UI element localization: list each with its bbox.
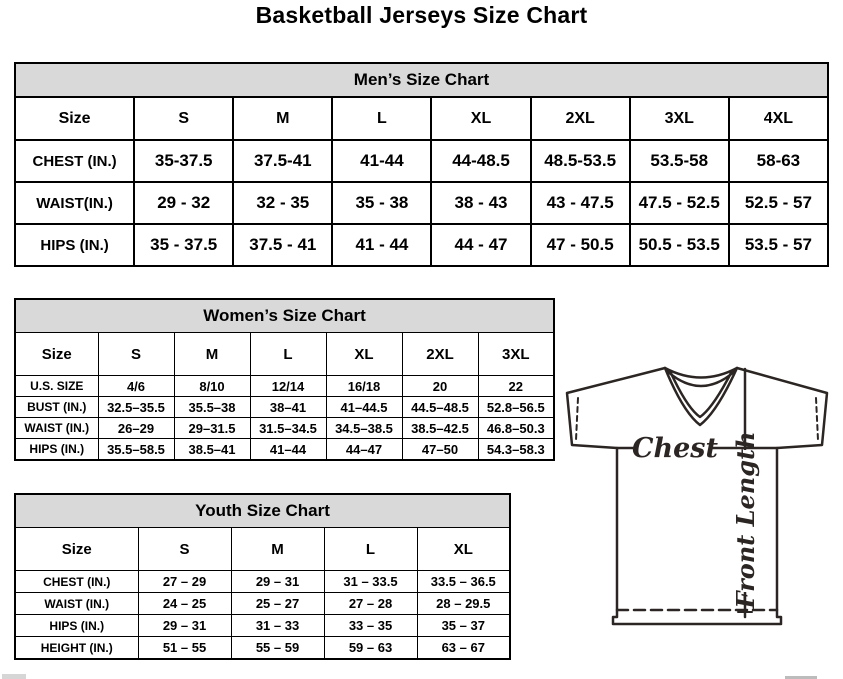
youth-value-cell: 35 – 37 [417,615,510,637]
mens-col-header-s: S [134,97,233,140]
youth-row-label: HIPS (IN.) [15,615,138,637]
mens-value-cell: 37.5-41 [233,140,332,182]
mens-value-cell: 44-48.5 [431,140,530,182]
youth-table-row [15,593,510,615]
youth-value-cell: 59 – 63 [324,637,417,660]
right-cuff-dash [816,398,818,440]
mens-col-header-4xl: 4XL [729,97,828,140]
front-length-label: Front Length [731,431,760,609]
mens-col-header-l: L [332,97,431,140]
mens-value-cell: 29 - 32 [134,182,233,224]
womens-value-cell: 35.5–38 [174,397,250,418]
youth-value-cell: 31 – 33.5 [324,571,417,593]
mens-value-cell: 41 - 44 [332,224,431,266]
womens-table-row [15,418,554,439]
womens-table-row [15,376,554,397]
youth-col-header-xl: XL [417,528,510,571]
womens-row-label: WAIST (IN.) [15,418,98,439]
womens-value-cell: 44–47 [326,439,402,461]
youth-chart-title: Youth Size Chart [15,494,510,528]
youth-table-row [15,637,510,660]
mens-value-cell: 53.5-58 [630,140,729,182]
youth-col-header-s: S [138,528,231,571]
womens-chart-title: Women’s Size Chart [15,299,554,333]
youth-value-cell: 33 – 35 [324,615,417,637]
mens-col-header-xl: XL [431,97,530,140]
mens-chart-title: Men’s Size Chart [15,63,828,97]
womens-value-cell: 22 [478,376,554,397]
womens-value-cell: 34.5–38.5 [326,418,402,439]
womens-table-row [15,397,554,418]
womens-value-cell: 44.5–48.5 [402,397,478,418]
mens-size-table [14,62,829,267]
jersey-measurement-diagram [550,354,835,654]
youth-value-cell: 29 – 31 [138,615,231,637]
youth-col-header-m: M [231,528,324,571]
youth-col-header-size: Size [15,528,138,571]
youth-row-label: WAIST (IN.) [15,593,138,615]
womens-value-cell: 41–44.5 [326,397,402,418]
mens-value-cell: 38 - 43 [431,182,530,224]
page-title: Basketball Jerseys Size Chart [255,2,588,28]
mens-col-header-m: M [233,97,332,140]
youth-value-cell: 55 – 59 [231,637,324,660]
womens-value-cell: 29–31.5 [174,418,250,439]
left-cuff-dash [576,398,578,440]
mens-value-cell: 52.5 - 57 [729,182,828,224]
youth-row-label: CHEST (IN.) [15,571,138,593]
womens-value-cell: 31.5–34.5 [250,418,326,439]
mens-col-header-size: Size [15,97,134,140]
youth-size-table [14,493,511,660]
womens-col-header-l: L [250,333,326,376]
womens-value-cell: 4/6 [98,376,174,397]
youth-value-cell: 33.5 – 36.5 [417,571,510,593]
womens-value-cell: 47–50 [402,439,478,461]
youth-value-cell: 63 – 67 [417,637,510,660]
jersey-diagram-svg [550,354,835,654]
womens-col-header-xl: XL [326,333,402,376]
womens-value-cell: 16/18 [326,376,402,397]
womens-value-cell: 46.8–50.3 [478,418,554,439]
youth-value-cell: 24 – 25 [138,593,231,615]
mens-value-cell: 50.5 - 53.5 [630,224,729,266]
womens-col-header-size: Size [15,333,98,376]
jersey-outline [567,368,827,624]
mens-row-label: HIPS (IN.) [15,224,134,266]
youth-value-cell: 51 – 55 [138,637,231,660]
youth-row-label: HEIGHT (IN.) [15,637,138,660]
mens-value-cell: 32 - 35 [233,182,332,224]
youth-table-row [15,571,510,593]
womens-row-label: BUST (IN.) [15,397,98,418]
mens-value-cell: 44 - 47 [431,224,530,266]
jersey-collar-outer [665,368,737,378]
mens-col-header-2xl: 2XL [531,97,630,140]
womens-value-cell: 35.5–58.5 [98,439,174,461]
mens-row-label: WAIST(IN.) [15,182,134,224]
womens-value-cell: 12/14 [250,376,326,397]
womens-col-header-s: S [98,333,174,376]
mens-value-cell: 35 - 37.5 [134,224,233,266]
mens-table-row [15,140,828,182]
mens-value-cell: 35-37.5 [134,140,233,182]
mens-row-label: CHEST (IN.) [15,140,134,182]
womens-value-cell: 41–44 [250,439,326,461]
cutoff-fragment-left [2,674,26,679]
youth-value-cell: 29 – 31 [231,571,324,593]
womens-value-cell: 38.5–42.5 [402,418,478,439]
mens-value-cell: 48.5-53.5 [531,140,630,182]
womens-row-label: U.S. SIZE [15,376,98,397]
womens-value-cell: 52.8–56.5 [478,397,554,418]
mens-col-header-3xl: 3XL [630,97,729,140]
youth-value-cell: 25 – 27 [231,593,324,615]
womens-size-table [14,298,555,461]
womens-value-cell: 38.5–41 [174,439,250,461]
youth-table-row [15,615,510,637]
mens-value-cell: 35 - 38 [332,182,431,224]
womens-value-cell: 54.3–58.3 [478,439,554,461]
womens-value-cell: 32.5–35.5 [98,397,174,418]
womens-value-cell: 26–29 [98,418,174,439]
chest-label: Chest [632,433,718,464]
womens-col-header-m: M [174,333,250,376]
mens-value-cell: 37.5 - 41 [233,224,332,266]
womens-value-cell: 38–41 [250,397,326,418]
womens-value-cell: 20 [402,376,478,397]
youth-value-cell: 31 – 33 [231,615,324,637]
mens-value-cell: 41-44 [332,140,431,182]
womens-value-cell: 8/10 [174,376,250,397]
mens-value-cell: 47.5 - 52.5 [630,182,729,224]
youth-value-cell: 27 – 29 [138,571,231,593]
mens-table-row [15,182,828,224]
mens-value-cell: 58-63 [729,140,828,182]
womens-col-header-3xl: 3XL [478,333,554,376]
youth-value-cell: 28 – 29.5 [417,593,510,615]
mens-value-cell: 47 - 50.5 [531,224,630,266]
youth-col-header-l: L [324,528,417,571]
womens-table-row [15,439,554,461]
mens-value-cell: 53.5 - 57 [729,224,828,266]
mens-table-row [15,224,828,266]
womens-col-header-2xl: 2XL [402,333,478,376]
womens-row-label: HIPS (IN.) [15,439,98,461]
youth-value-cell: 27 – 28 [324,593,417,615]
mens-value-cell: 43 - 47.5 [531,182,630,224]
